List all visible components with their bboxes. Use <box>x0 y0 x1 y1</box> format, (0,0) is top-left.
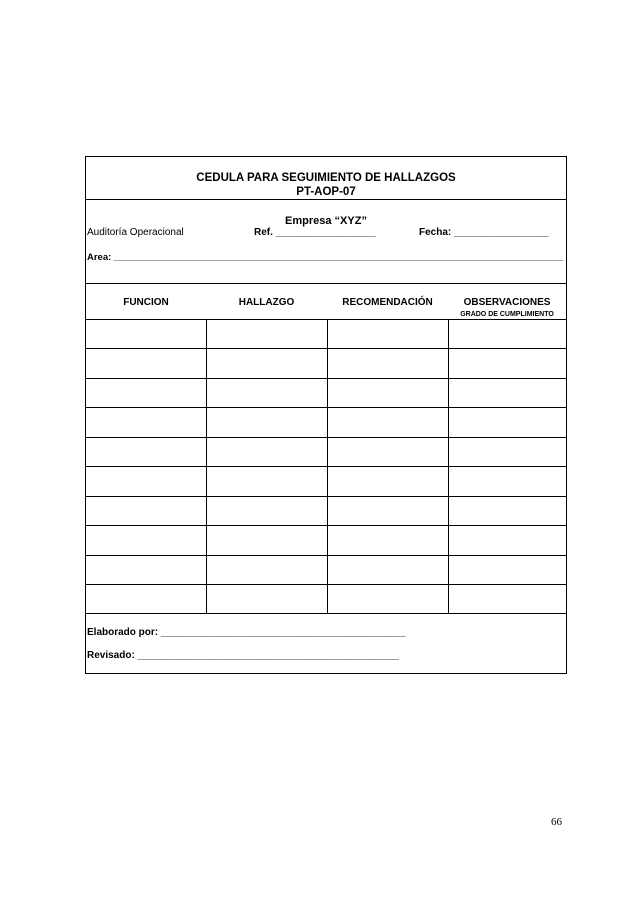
reference-field[interactable]: Ref. __________________ <box>254 227 376 238</box>
table-row <box>86 613 566 614</box>
followup-form <box>85 156 567 674</box>
reviewed-by-field[interactable]: Revisado: _______________________________________________ <box>87 650 399 661</box>
table-row <box>86 496 566 497</box>
header-divider <box>86 319 566 320</box>
table-row <box>86 348 566 349</box>
table-row <box>86 555 566 556</box>
column-header-observaciones: OBSERVACIONES <box>463 297 551 308</box>
table-row <box>86 378 566 379</box>
column-subheader-grado: GRADO DE CUMPLIMIENTO <box>460 311 554 318</box>
table-row <box>86 584 566 585</box>
table-row <box>86 407 566 408</box>
column-header-recomendacion: RECOMENDACIÓN <box>342 297 433 308</box>
table-row <box>86 525 566 526</box>
form-code: PT-AOP-07 <box>296 186 356 198</box>
company-name: Empresa “XYZ” <box>285 215 367 227</box>
column-header-hallazgo: HALLAZGO <box>238 297 295 308</box>
page-number: 66 <box>551 816 562 828</box>
prepared-by-field[interactable]: Elaborado por: ____________________________________________ <box>87 627 406 638</box>
column-divider <box>206 319 207 613</box>
column-divider <box>327 319 328 613</box>
column-divider <box>448 319 449 613</box>
form-title: CEDULA PARA SEGUIMIENTO DE HALLAZGOS <box>196 172 456 184</box>
table-row <box>86 437 566 438</box>
info-divider <box>86 283 566 284</box>
area-field[interactable]: Area: _____________________________________________________________________________________ <box>87 252 564 263</box>
date-field[interactable]: Fecha: _________________ <box>419 227 549 238</box>
table-row <box>86 466 566 467</box>
title-divider <box>86 199 566 200</box>
audit-type-label: Auditoría Operacional <box>87 227 184 238</box>
column-header-funcion: FUNCION <box>123 297 169 308</box>
